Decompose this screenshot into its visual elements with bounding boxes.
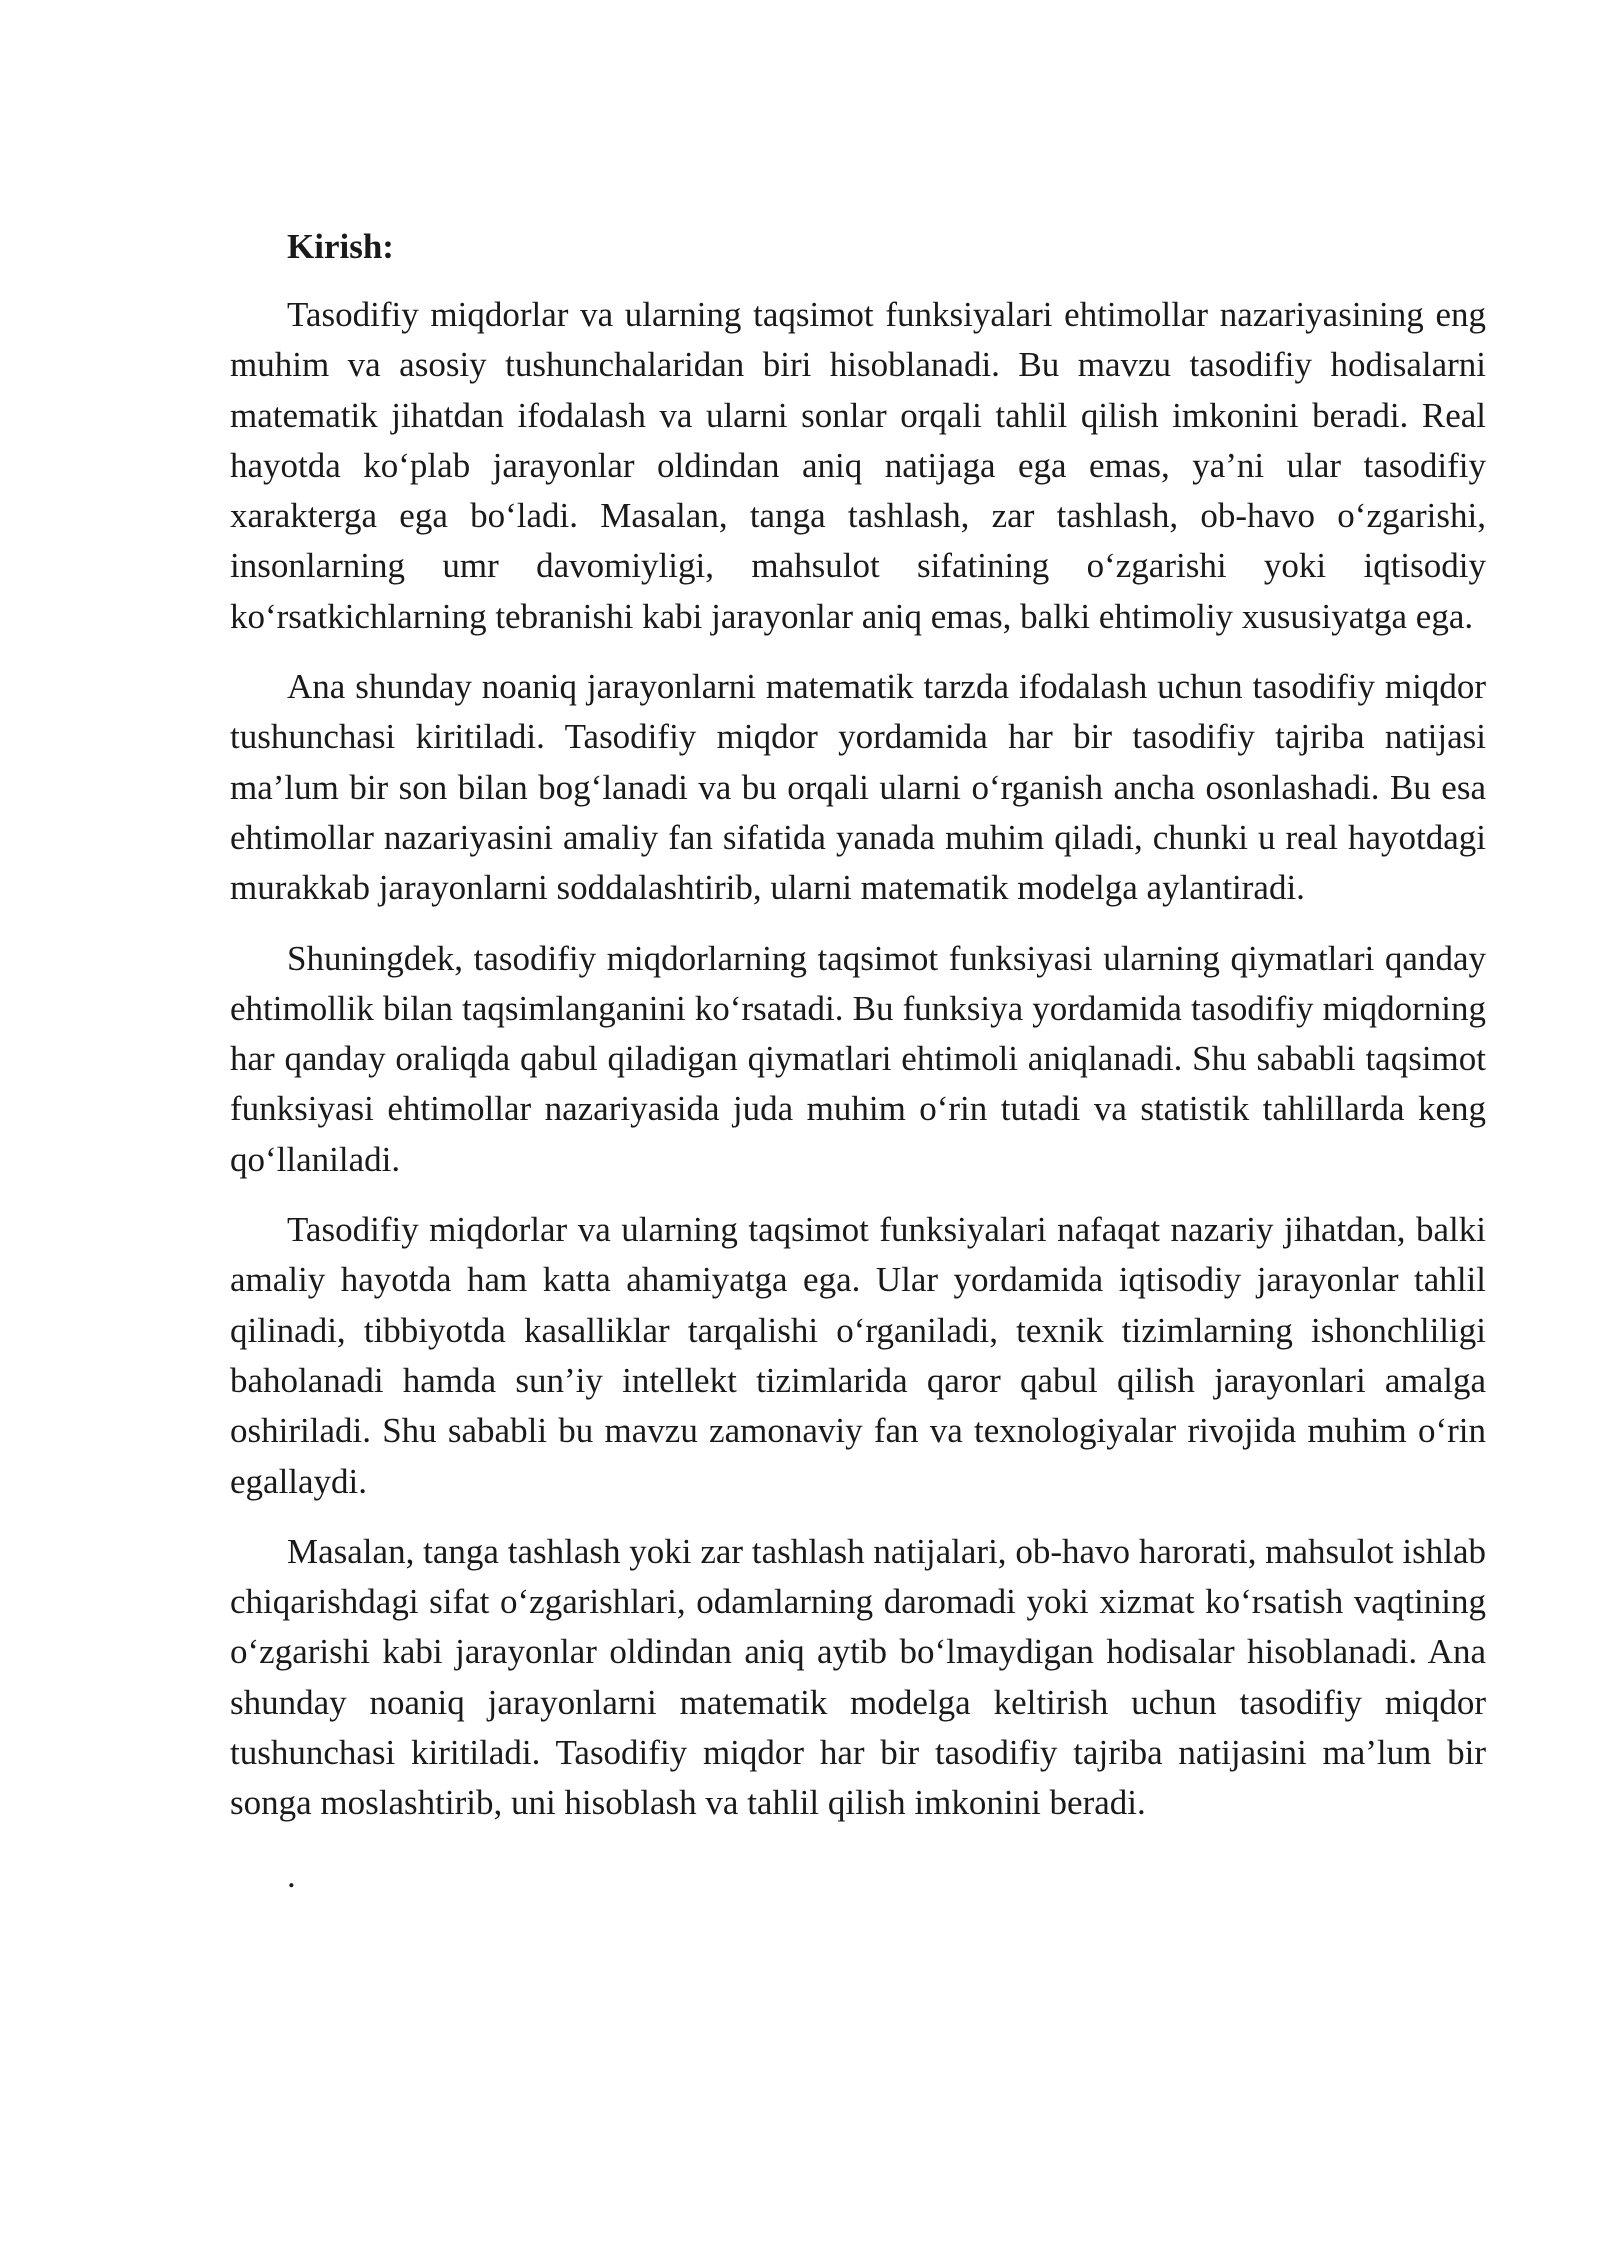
paragraph-2: Ana shunday noaniq jarayonlarni matematik tarzda ifodalash uchun tasodifiy miqdor tushunchasi kiritiladi. Tasodifiy miqdor yordamida har bir tasodifiy tajriba natijasi ma’lum bir son bilan bog‘lanadi va bu orqali ularni o‘rganish ancha osonlashadi. Bu esa ehtimollar nazariyasini amaliy fan sifatida yanada muhim qiladi, chunki u real hayotdagi murakkab jarayonlarni soddalashtirib, ularni matematik modelga aylantiradi. bbox=[230, 667, 1486, 908]
paragraph-1: Tasodifiy miqdorlar va ularning taqsimot funksiyalari ehtimollar nazariyasining eng muhim va asosiy tushunchalaridan biri hisoblanadi. Bu mavzu tasodifiy hodisalarni matematik jihatdan ifodalash va ularni sonlar orqali tahlil qilish imkonini beradi. Real hayotda ko‘plab jarayonlar oldindan aniq natijaga ega emas, ya’ni ular tasodifiy xarakterga ega bo‘ladi. Masalan, tanga tashlash, zar tashlash, ob-havo o‘zgarishi, insonlarning umr davomiyligi, mahsulot sifatining o‘zgarishi yoki iqtisodiy ko‘rsatkichlarning tebranishi kabi jarayonlar aniq emas, balki ehtimoliy xususiyatga ega. bbox=[230, 295, 1486, 636]
paragraph-3: Shuningdek, tasodifiy miqdorlarning taqsimot funksiyasi ularning qiymatlari qanday ehtimollik bilan taqsimlanganini ko‘rsatadi. Bu funksiya yordamida tasodifiy miqdorning har qanday oraliqda qabul qiladigan qiymatlari ehtimoli aniqlanadi. Shu sababli taqsimot funksiyasi ehtimollar nazariyasida juda muhim o‘rin tutadi va statistik tahlillarda keng qo‘llaniladi. bbox=[230, 938, 1486, 1179]
paragraph-4: Tasodifiy miqdorlar va ularning taqsimot funksiyalari nafaqat nazariy jihatdan, balki amaliy hayotda ham katta ahamiyatga ega. Ular yordamida iqtisodiy jarayonlar tahlil qilinadi, tibbiyotda kasalliklar tarqalishi o‘rganiladi, texnik tizimlarning ishonchliligi baholanadi hamda sun’iy intellekt tizimlarida qaror qabul qilish jarayonlari amalga oshiriladi. Shu sababli bu mavzu zamonaviy fan va texnologiyalar rivojida muhim o‘rin egallaydi. bbox=[230, 1210, 1486, 1501]
section-heading: Kirish: bbox=[287, 227, 394, 266]
document-body bbox=[230, 222, 1486, 1901]
trailing-dot: . bbox=[287, 1855, 296, 1895]
paragraph-5: Masalan, tanga tashlash yoki zar tashlash natijalari, ob-havo harorati, mahsulot ishlab chiqarishdagi sifat o‘zgarishlari, odamlarning daromadi yoki xizmat ko‘rsatish vaqtining o‘zgarishi kabi jarayonlar oldindan aniq aytib bo‘lmaydigan hodisalar hisoblanadi. Ana shunday noaniq jarayonlarni matematik modelga keltirish uchun tasodifiy miqdor tushunchasi kiritiladi. Tasodifiy miqdor har bir tasodifiy tajriba natijasini ma’lum bir songa moslashtirib, uni hisoblash va tahlil qilish imkonini beradi. bbox=[230, 1531, 1486, 1823]
